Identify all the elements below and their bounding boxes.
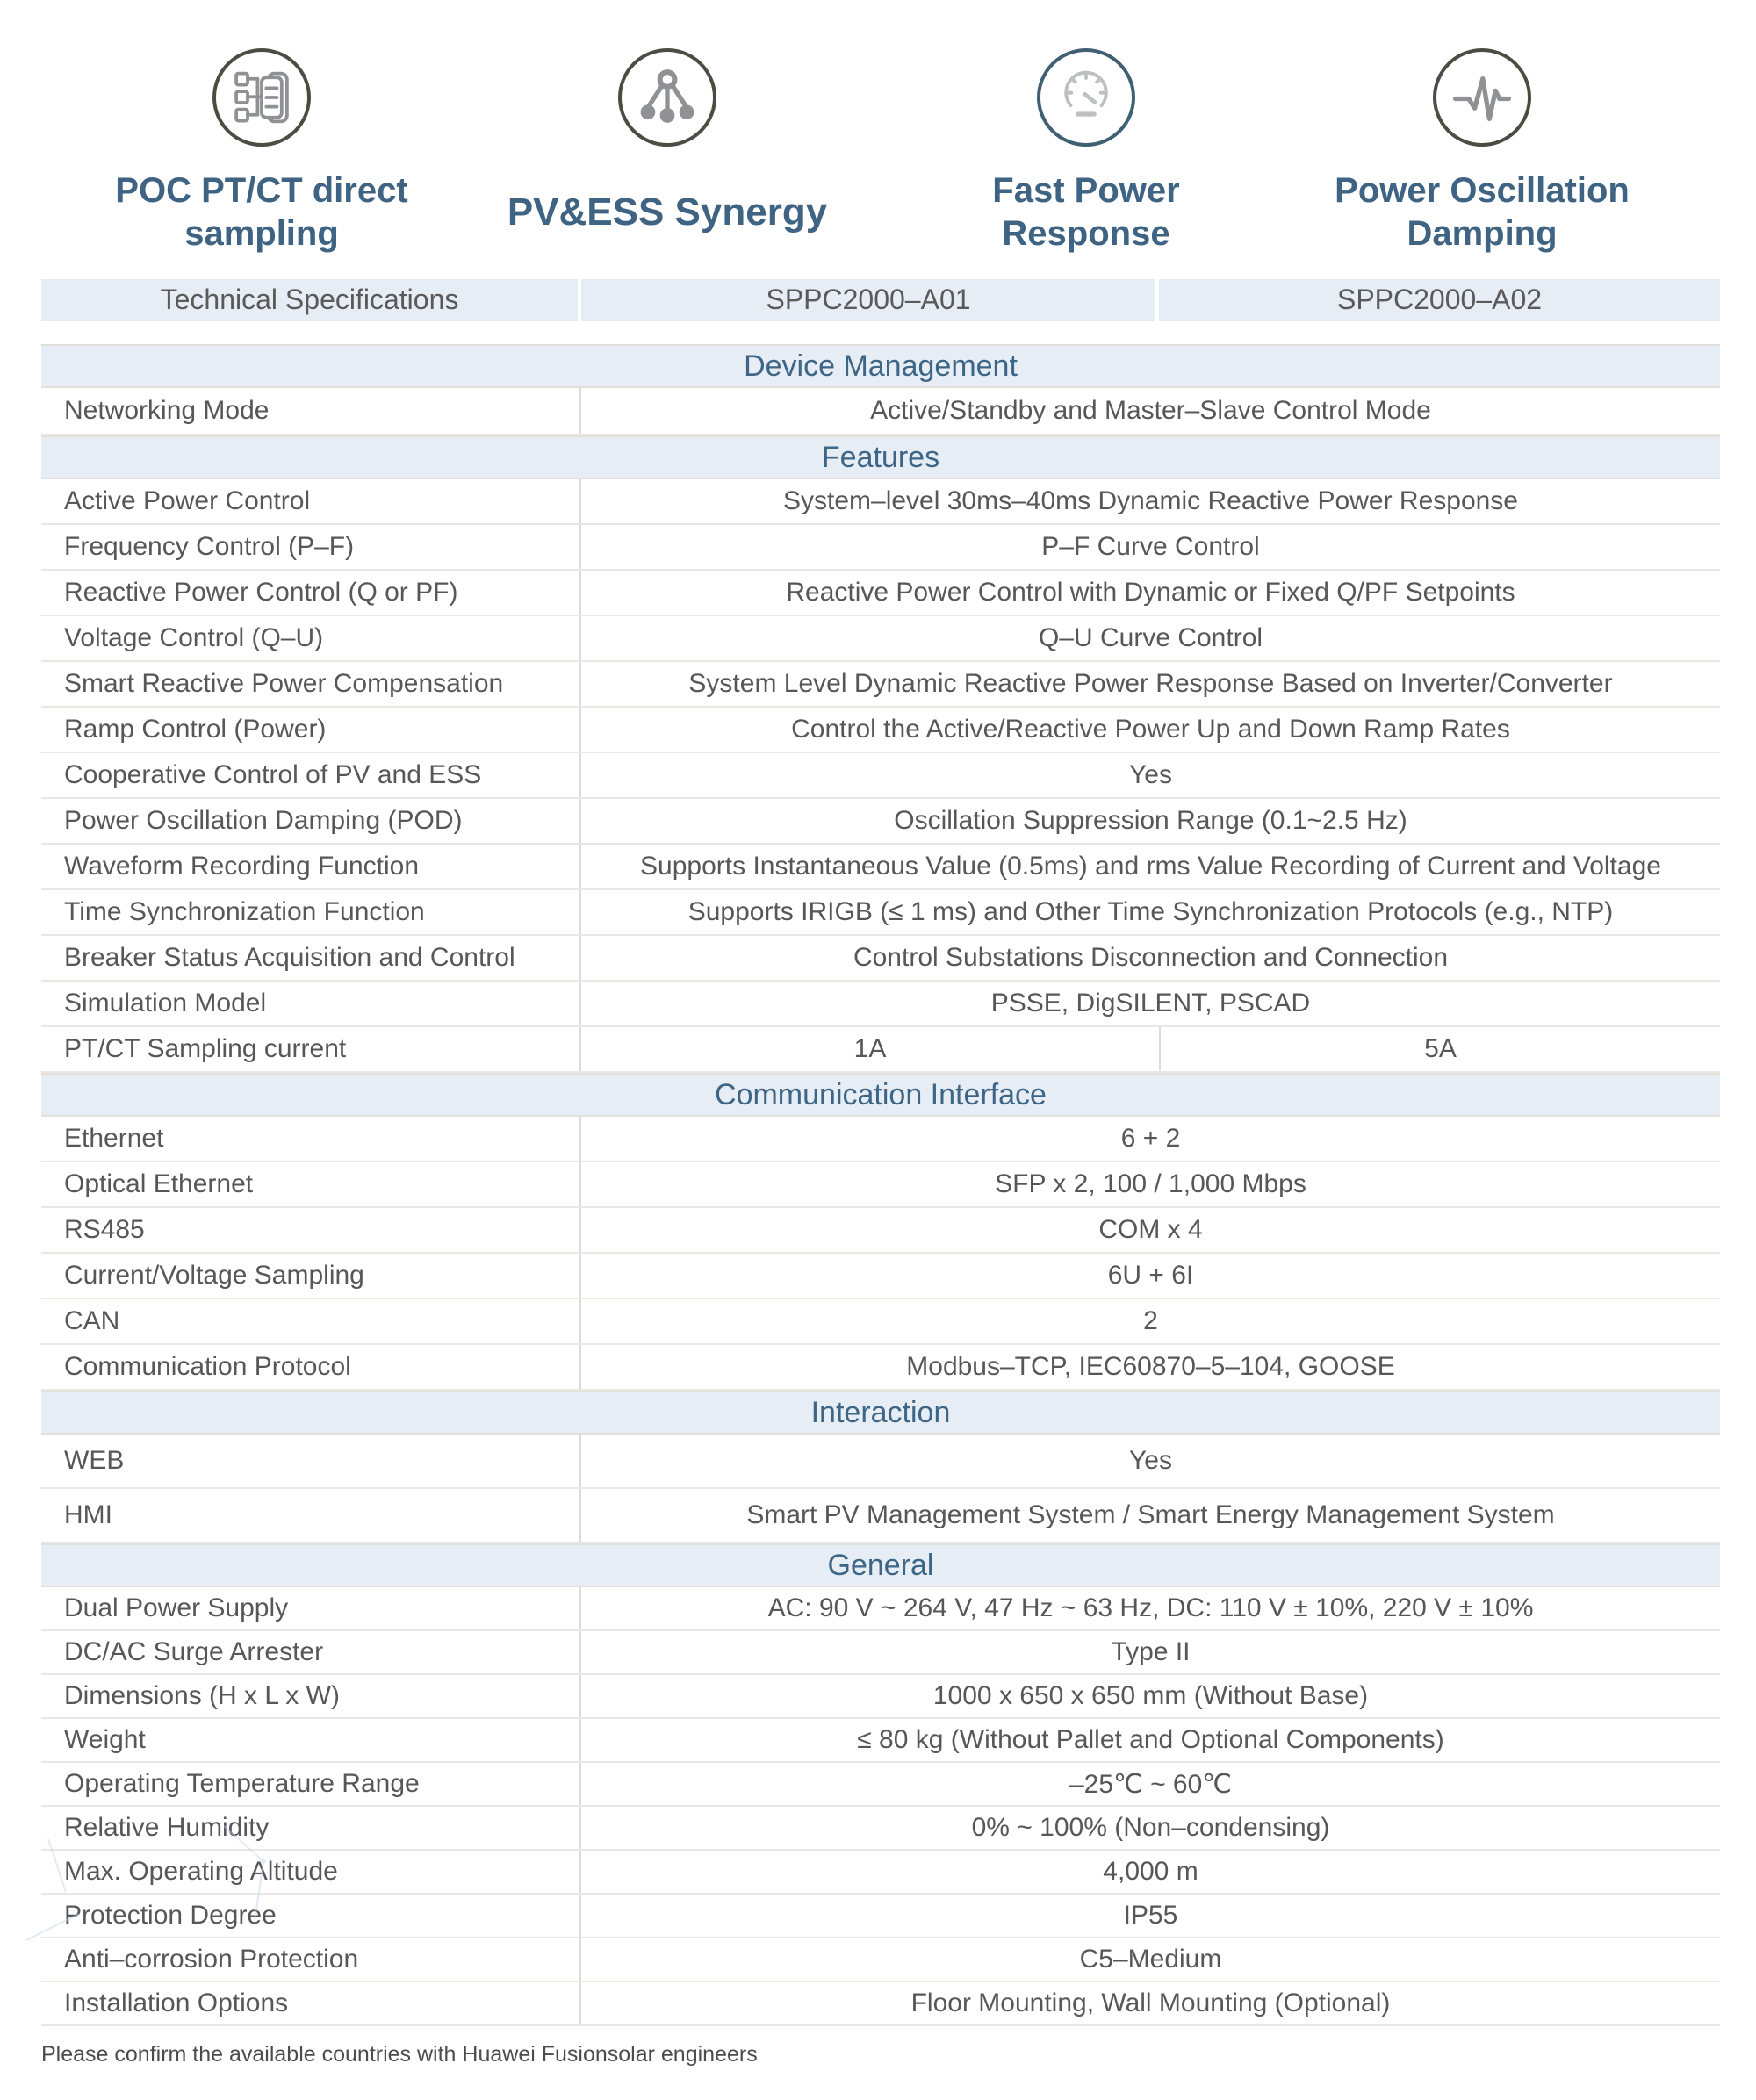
spec-label: Operating Temperature Range — [64, 1769, 420, 1798]
spec-value: AC: 90 V ~ 264 V, 47 Hz ~ 63 Hz, DC: 110 V ± 10%, 220 V ± 10% — [579, 1587, 1720, 1629]
section-device-management — [41, 344, 1720, 435]
spec-value: 6U + 6I — [579, 1254, 1720, 1298]
spec-value: Floor Mounting, Wall Mounting (Optional) — [579, 1982, 1720, 2024]
spec-value: Active/Standby and Master–Slave Control Mode — [579, 388, 1720, 434]
spec-value: IP55 — [579, 1895, 1720, 1937]
spec-value: Oscillation Suppression Range (0.1~2.5 Hz) — [579, 799, 1720, 843]
section-title: General — [41, 1543, 1720, 1587]
spec-row — [41, 1719, 1720, 1763]
spec-label: Breaker Status Acquisition and Control — [64, 943, 515, 972]
spec-value: Smart PV Management System / Smart Energy Management System — [579, 1489, 1720, 1542]
spec-row — [41, 1982, 1720, 2026]
spec-label: Anti–corrosion Protection — [64, 1945, 359, 1974]
spec-value: Control Substations Disconnection and Connection — [579, 936, 1720, 980]
spec-label: Cooperative Control of PV and ESS — [64, 760, 482, 789]
spec-label: CAN — [64, 1306, 120, 1335]
section-interaction — [41, 1391, 1720, 1543]
spec-row — [41, 1299, 1720, 1345]
section-features — [41, 435, 1720, 1073]
spec-label: Power Oscillation Damping (POD) — [64, 806, 463, 835]
power-oscillation-damping-icon — [1433, 48, 1531, 147]
spec-value: Reactive Power Control with Dynamic or Fixed Q/PF Setpoints — [579, 571, 1720, 615]
spec-row — [41, 616, 1720, 662]
spec-label: Simulation Model — [64, 989, 267, 1018]
spec-value: PSSE, DigSILENT, PSCAD — [579, 982, 1720, 1025]
section-general — [41, 1543, 1720, 2026]
spec-label: Smart Reactive Power Compensation — [64, 669, 504, 698]
spec-row — [41, 1631, 1720, 1675]
spec-row — [41, 1807, 1720, 1851]
spec-row — [41, 1895, 1720, 1938]
spec-label: Optical Ethernet — [64, 1169, 254, 1198]
feature-label: PV&ESS Synergy — [507, 191, 828, 234]
spec-row — [41, 799, 1720, 845]
spec-row — [41, 1489, 1720, 1543]
spec-label: Relative Humidity — [64, 1813, 270, 1842]
spec-row — [41, 1208, 1720, 1254]
spec-row — [41, 1435, 1720, 1489]
spec-row — [41, 571, 1720, 616]
spec-label: PT/CT Sampling current — [64, 1034, 347, 1063]
spec-label: DC/AC Surge Arrester — [64, 1637, 324, 1666]
table-header-model-a01: SPPC2000–A01 — [581, 279, 1155, 321]
table-header-row — [41, 279, 1720, 321]
spec-label: RS485 — [64, 1215, 145, 1244]
section-title: Features — [41, 435, 1720, 479]
spec-value: 2 — [579, 1299, 1720, 1343]
spec-row — [41, 525, 1720, 571]
spec-value: 1000 x 650 x 650 mm (Without Base) — [579, 1675, 1720, 1717]
poc-ptct-direct-sampling-icon — [212, 48, 311, 147]
feature-label: POC PT/CT direct sampling — [115, 171, 408, 253]
feature-label: Power Oscillation Damping — [1335, 171, 1630, 253]
spec-label: Weight — [64, 1725, 146, 1754]
spec-label: Active Power Control — [64, 486, 311, 515]
spec-row — [41, 1254, 1720, 1299]
spec-value: –25℃ ~ 60℃ — [579, 1763, 1720, 1805]
spec-label: Dual Power Supply — [64, 1593, 289, 1622]
spec-label: WEB — [64, 1446, 125, 1475]
spec-row — [41, 1587, 1720, 1631]
spec-value: P–F Curve Control — [579, 525, 1720, 569]
spec-value: Supports IRIGB (≤ 1 ms) and Other Time Synchronization Protocols (e.g., NTP) — [579, 890, 1720, 934]
spec-row — [41, 1851, 1720, 1895]
spec-row — [41, 753, 1720, 799]
spec-row — [41, 1763, 1720, 1807]
feature-poc-ptct-direct-sampling — [77, 48, 446, 262]
spec-value: COM x 4 — [579, 1208, 1720, 1252]
spec-row — [41, 662, 1720, 708]
spec-value: 6 + 2 — [579, 1117, 1720, 1161]
spec-value: Yes — [579, 1435, 1720, 1487]
spec-row — [41, 1675, 1720, 1719]
spec-label: Protection Degree — [64, 1901, 277, 1930]
spec-value: SFP x 2, 100 / 1,000 Mbps — [579, 1162, 1720, 1206]
spec-row — [41, 388, 1720, 435]
spec-value: Yes — [579, 753, 1720, 797]
spec-value: ≤ 80 kg (Without Pallet and Optional Components) — [579, 1719, 1720, 1761]
section-title: Interaction — [41, 1391, 1720, 1435]
table-header-model-a02: SPPC2000–A02 — [1159, 279, 1720, 321]
spec-row — [41, 1027, 1720, 1073]
spec-label: Communication Protocol — [64, 1352, 351, 1381]
fast-power-response-icon — [1037, 48, 1135, 147]
spec-value: Q–U Curve Control — [579, 616, 1720, 660]
section-title: Device Management — [41, 344, 1720, 388]
spec-value: 5A — [1159, 1027, 1720, 1071]
spec-value: 1A — [579, 1027, 1159, 1071]
spec-row — [41, 890, 1720, 936]
spec-table — [41, 279, 1720, 2026]
spec-row — [41, 1162, 1720, 1208]
spec-row — [41, 708, 1720, 753]
spec-value: Type II — [579, 1631, 1720, 1673]
feature-label: Fast Power Response — [992, 171, 1180, 253]
pv-ess-synergy-icon — [618, 48, 716, 147]
table-sections — [41, 344, 1720, 2026]
spec-row — [41, 1938, 1720, 1982]
feature-highlights — [0, 0, 1756, 274]
spec-label: Current/Voltage Sampling — [64, 1261, 364, 1290]
spec-row — [41, 1117, 1720, 1162]
spec-label: Waveform Recording Function — [64, 852, 420, 881]
section-communication-interface — [41, 1073, 1720, 1391]
spec-row — [41, 479, 1720, 525]
spec-label: Time Synchronization Function — [64, 897, 425, 926]
spec-value: C5–Medium — [579, 1938, 1720, 1981]
spec-label: Ramp Control (Power) — [64, 715, 327, 744]
spec-label: Networking Mode — [64, 396, 270, 425]
table-header-spec: Technical Specifications — [41, 279, 578, 321]
feature-power-oscillation-damping — [1298, 48, 1666, 262]
spec-label: HMI — [64, 1500, 112, 1529]
feature-pv-ess-synergy — [492, 48, 843, 262]
spec-label: Max. Operating Altitude — [64, 1857, 338, 1886]
spec-row — [41, 936, 1720, 982]
spec-value: Modbus–TCP, IEC60870–5–104, GOOSE — [579, 1345, 1720, 1389]
spec-row — [41, 1345, 1720, 1391]
spec-value: Control the Active/Reactive Power Up and Down Ramp Rates — [579, 708, 1720, 752]
spec-label: Frequency Control (P–F) — [64, 532, 355, 561]
section-title: Communication Interface — [41, 1073, 1720, 1117]
spec-value: System–level 30ms–40ms Dynamic Reactive Power Response — [579, 479, 1720, 523]
footnote: Please confirm the available countries with Huawei Fusionsolar engineers — [41, 2042, 758, 2067]
spec-label: Reactive Power Control (Q or PF) — [64, 578, 458, 607]
spec-value: Supports Instantaneous Value (0.5ms) and rms Value Recording of Current and Voltage — [579, 845, 1720, 888]
spec-label: Dimensions (H x L x W) — [64, 1681, 340, 1710]
spec-row — [41, 845, 1720, 890]
spec-value: System Level Dynamic Reactive Power Response Based on Inverter/Converter — [579, 662, 1720, 706]
spec-row — [41, 982, 1720, 1027]
spec-value: 0% ~ 100% (Non–condensing) — [579, 1807, 1720, 1849]
spec-label: Installation Options — [64, 1989, 289, 2017]
spec-label: Voltage Control (Q–U) — [64, 623, 324, 652]
feature-fast-power-response — [928, 48, 1244, 262]
spec-value: 4,000 m — [579, 1851, 1720, 1893]
spec-label: Ethernet — [64, 1124, 164, 1153]
